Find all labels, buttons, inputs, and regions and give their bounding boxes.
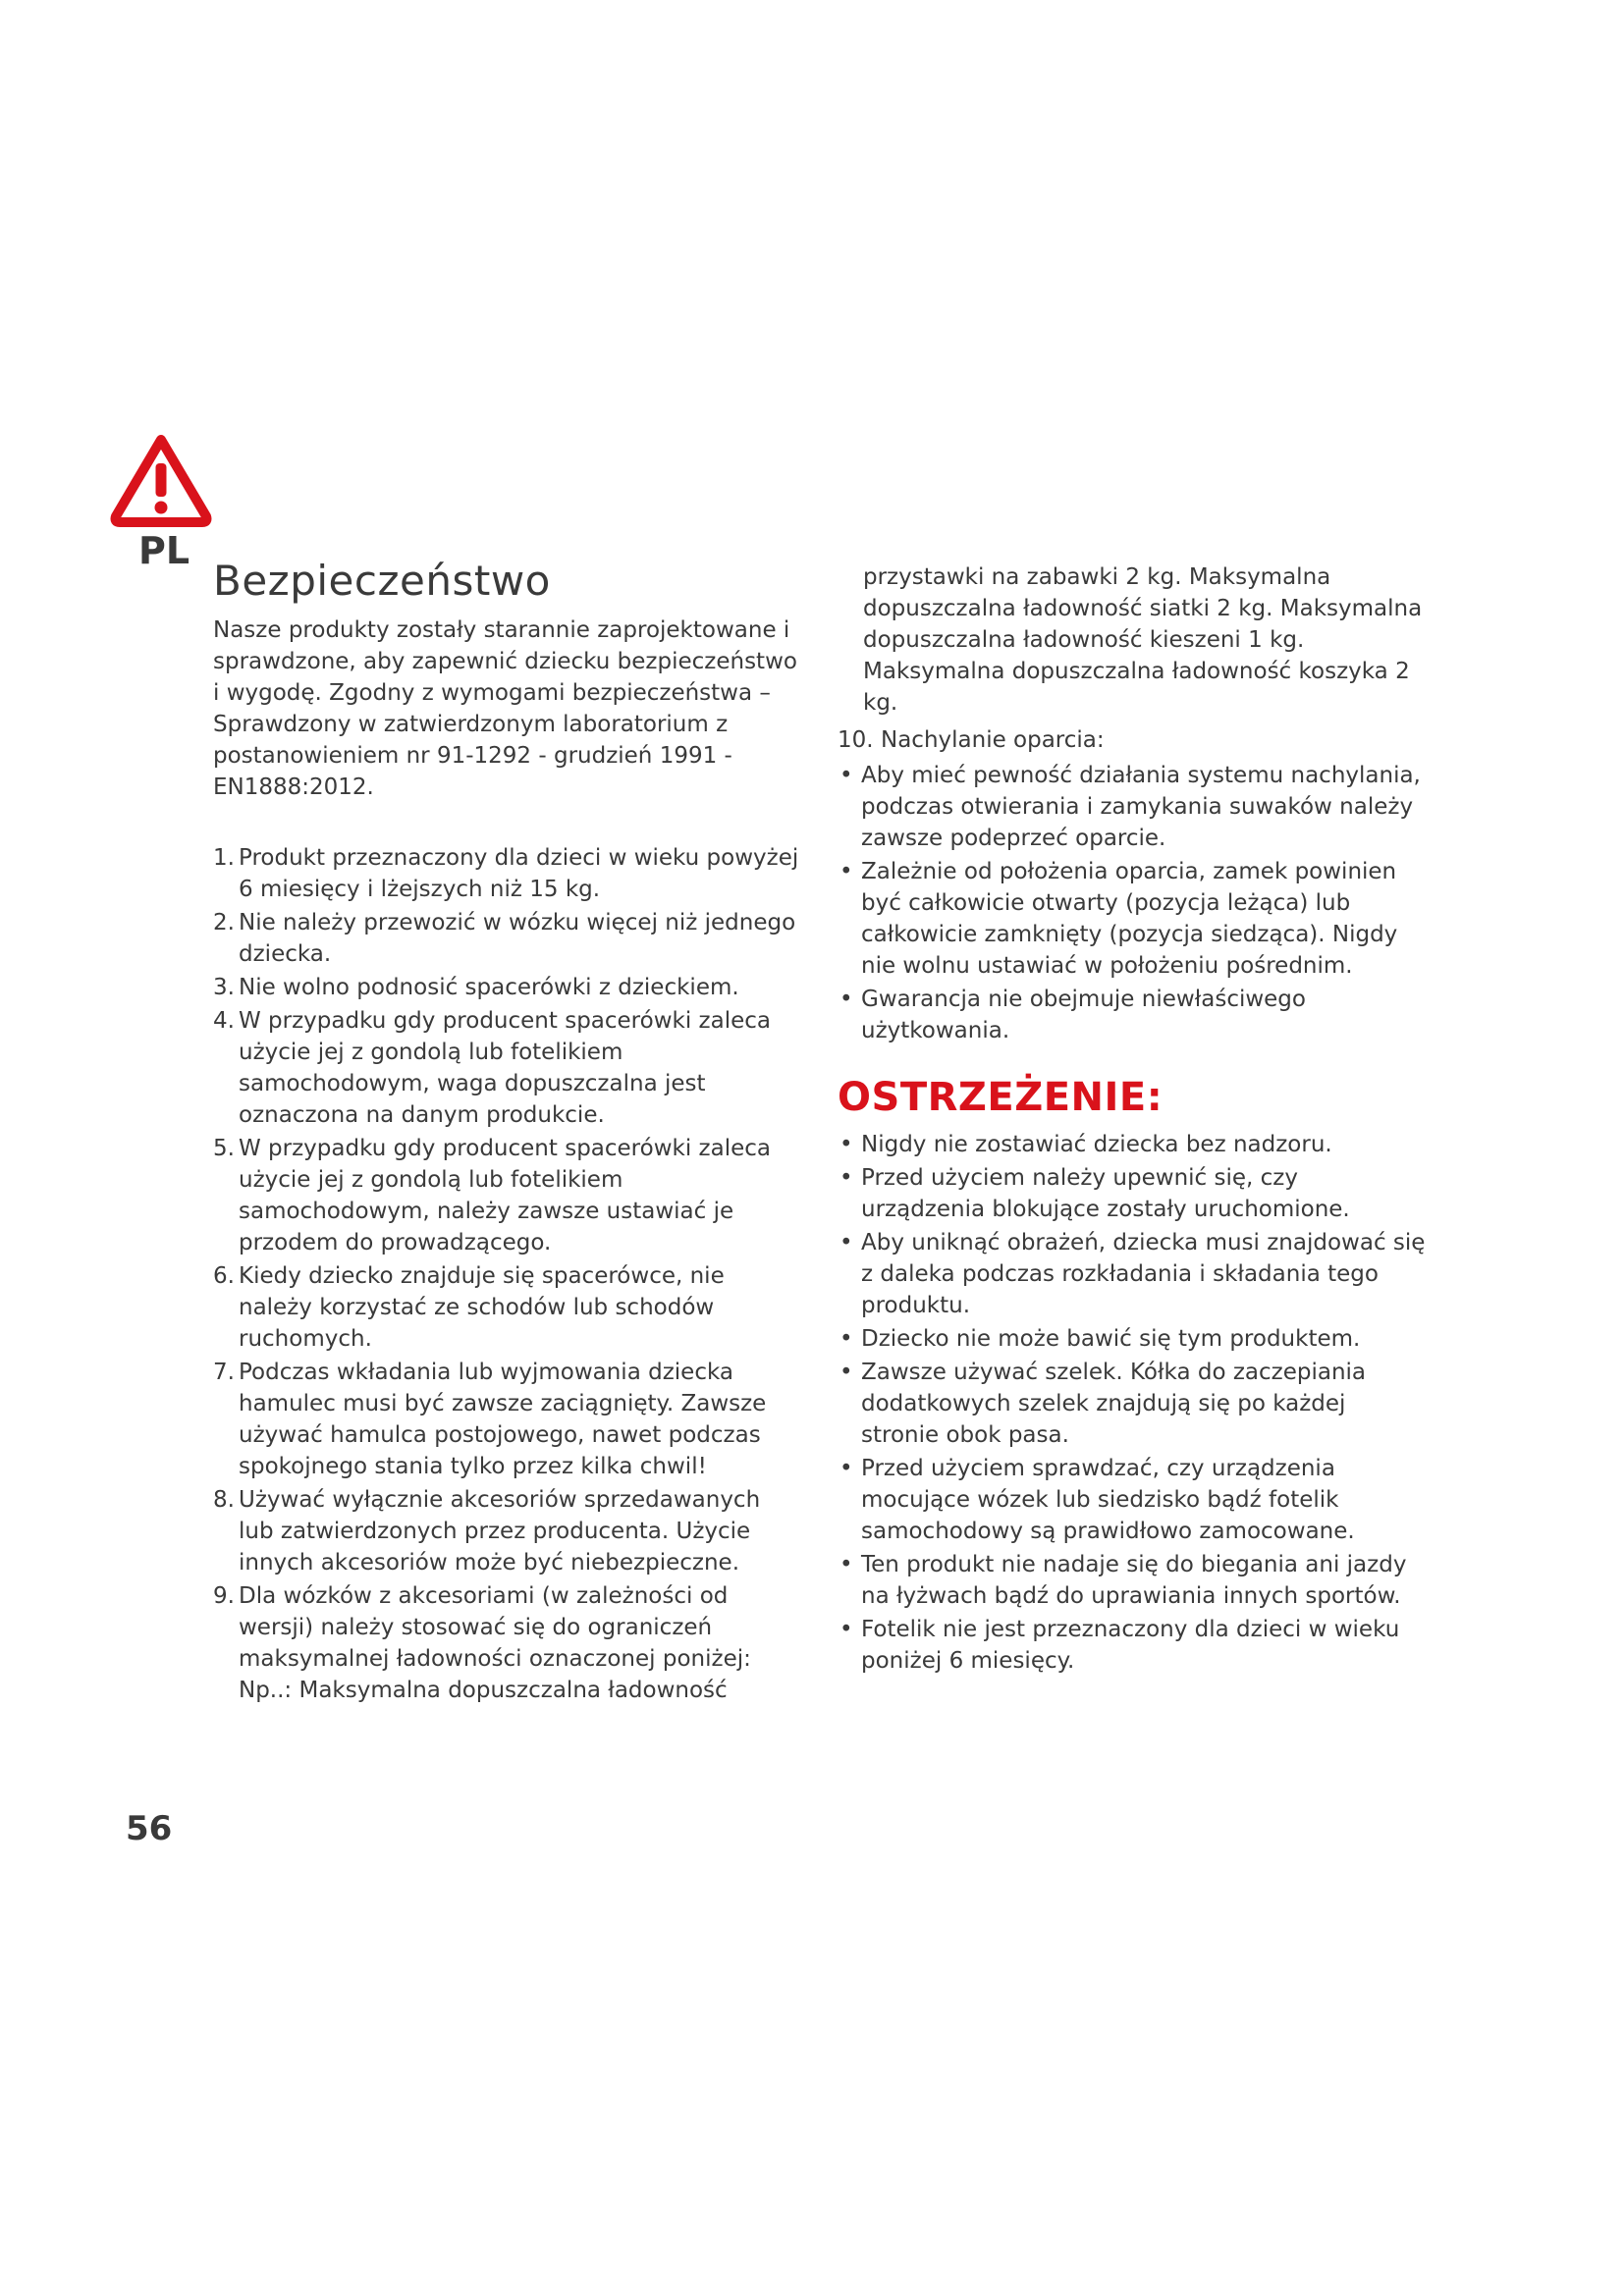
item-number: 5. — [213, 1136, 235, 1162]
bullet-item — [838, 1614, 1427, 1677]
bullet-text: Aby mieć pewność działania systemu nachylania, podczas otwierania i zamykania suwaków należy zawsze podeprzeć oparcie. — [861, 763, 1421, 851]
list-item — [213, 907, 802, 970]
list-item — [213, 1005, 802, 1131]
item-number: 1. — [213, 845, 235, 872]
item-number: 3. — [213, 975, 235, 1001]
bullet-icon: • — [839, 1617, 853, 1642]
item-text: Podczas wkładania lub wyjmowania dziecka hamulec musi być zawsze zaciągnięty. Zawsze używać hamulca postojowego, nawet podczas spokojnego stania tylko przez kilka chwil! — [239, 1360, 767, 1480]
bullet-text: Zależnie od położenia oparcia, zamek powinien być całkowicie otwarty (pozycja leżąca) lub całkowicie zamknięty (pozycja siedząca). Nigdy nie wolnu ustawiać w położeniu pośrednim. — [861, 859, 1398, 979]
left-column — [213, 557, 802, 1708]
bullet-item — [838, 1323, 1427, 1355]
bullet-text: Gwarancja nie obejmuje niewłaściwego użytkowania. — [861, 987, 1306, 1043]
bullet-text: Przed użyciem należy upewnić się, czy urządzenia blokujące zostały uruchomione. — [861, 1165, 1350, 1222]
bullet-text: Dziecko nie może bawić się tym produktem. — [861, 1326, 1361, 1352]
bullet-item — [838, 1357, 1427, 1451]
item-text: Nie wolno podnosić spacerówki z dzieckiem. — [239, 975, 739, 1001]
bullet-text: Zawsze używać szelek. Kółka do zaczepiania dodatkowych szelek znajdują się po każdej stronie obok pasa. — [861, 1360, 1367, 1448]
item-text: Używać wyłącznie akcesoriów sprzedawanych lub zatwierdzonych przez producenta. Użycie innych akcesoriów może być niebezpieczne. — [239, 1487, 761, 1576]
bullet-icon: • — [839, 1230, 853, 1255]
bullet-text: Aby uniknąć obrażeń, dziecka musi znajdować się z daleka podczas rozkładania i składania tego produktu. — [861, 1230, 1426, 1318]
warning-title: OSTRZEŻENIE: — [838, 1075, 1164, 1120]
item-number: 7. — [213, 1360, 235, 1386]
bullet-text: Przed użyciem sprawdzać, czy urządzenia mocujące wózek lub siedzisko bądź fotelik samochodowy są prawidłowo zamocowane. — [861, 1456, 1355, 1544]
item-number: 9. — [213, 1583, 235, 1610]
item-text: Nie należy przewozić w wózku więcej niż jednego dziecka. — [239, 910, 796, 968]
list-item — [213, 972, 802, 1003]
item-text: W przypadku gdy producent spacerówki zaleca użycie jej z gondolą lub fotelikiem samochodowym, należy zawsze ustawiać je przodem do prowadzącego. — [239, 1136, 771, 1256]
page-number: 56 — [126, 1809, 173, 1848]
bullet-item — [838, 1549, 1427, 1612]
right-column — [838, 561, 1427, 1679]
item-number: 8. — [213, 1487, 235, 1514]
language-code: PL — [138, 529, 190, 572]
bullet-item — [838, 1453, 1427, 1547]
bullet-text: Ten produkt nie nadaje się do biegania ani jazdy na łyżwach bądź do uprawiania innych sportów. — [861, 1552, 1407, 1609]
bullet-item — [838, 1129, 1427, 1160]
bullet-item — [838, 984, 1427, 1046]
bullet-icon: • — [839, 1360, 853, 1385]
bullet-item — [838, 1162, 1427, 1225]
section-title: Bezpieczeństwo — [213, 557, 551, 605]
list-item — [213, 1133, 802, 1258]
item-text: Produkt przeznaczony dla dzieci w wieku powyżej 6 miesięcy i lżejszych niż 15 kg. — [239, 845, 799, 903]
intro-paragraph: Nasze produkty zostały starannie zaprojektowane i sprawdzone, aby zapewnić dziecku bezpieczeństwo i wygodę. Zgodny z wymogami bezpieczeństwa – Sprawdzony w zatwierdzonym laboratorium z postanowieniem nr 91-1292 - grudzień 1991 - EN1888:2012. — [213, 617, 797, 801]
bullet-icon: • — [839, 763, 853, 788]
warning-triangle-icon — [108, 432, 214, 528]
bullet-icon: • — [839, 1165, 853, 1191]
item-text: Kiedy dziecko znajduje się spacerówce, nie należy korzystać ze schodów lub schodów ruchomych. — [239, 1263, 725, 1353]
list-item — [213, 842, 802, 905]
bullet-icon: • — [839, 1132, 853, 1157]
recline-bullets — [838, 760, 1427, 1046]
bullet-text: Nigdy nie zostawiać dziecka bez nadzoru. — [861, 1132, 1332, 1157]
item-number: 4. — [213, 1008, 235, 1035]
bullet-item — [838, 856, 1427, 982]
list-item — [213, 1484, 802, 1578]
list-item — [213, 1260, 802, 1355]
bullet-icon: • — [839, 1326, 853, 1352]
item-number: 2. — [213, 910, 235, 936]
bullet-icon: • — [839, 1456, 853, 1481]
warning-bullets — [838, 1129, 1427, 1677]
item-number: 10. — [838, 727, 874, 753]
list-item — [213, 1357, 802, 1482]
item-text: Dla wózków z akcesoriami (w zależności od wersji) należy stosować się do ograniczeń maksymalnej ładowności oznaczonej poniżej: Np..: Maksymalna dopuszczalna ładowność — [239, 1583, 751, 1704]
list-item-10 — [838, 724, 1427, 756]
item-text: Nachylanie oparcia: — [881, 727, 1105, 753]
bullet-icon: • — [839, 859, 853, 884]
bullet-item — [838, 760, 1427, 854]
bullet-icon: • — [839, 1552, 853, 1577]
bullet-item — [838, 1227, 1427, 1321]
item-9-continued: przystawki na zabawki 2 kg. Maksymalna dopuszczalna ładowność siatki 2 kg. Maksymalna dopuszczalna ładowność kieszeni 1 kg. Maksymalna dopuszczalna ładowność koszyka 2 kg. — [863, 564, 1423, 716]
safety-list — [213, 842, 802, 1706]
list-item — [213, 1580, 802, 1706]
bullet-text: Fotelik nie jest przeznaczony dla dzieci w wieku poniżej 6 miesięcy. — [861, 1617, 1400, 1674]
item-number: 6. — [213, 1263, 235, 1290]
item-text: W przypadku gdy producent spacerówki zaleca użycie jej z gondolą lub fotelikiem samochodowym, waga dopuszczalna jest oznaczona na danym produkcie. — [239, 1008, 771, 1129]
bullet-icon: • — [839, 987, 853, 1012]
